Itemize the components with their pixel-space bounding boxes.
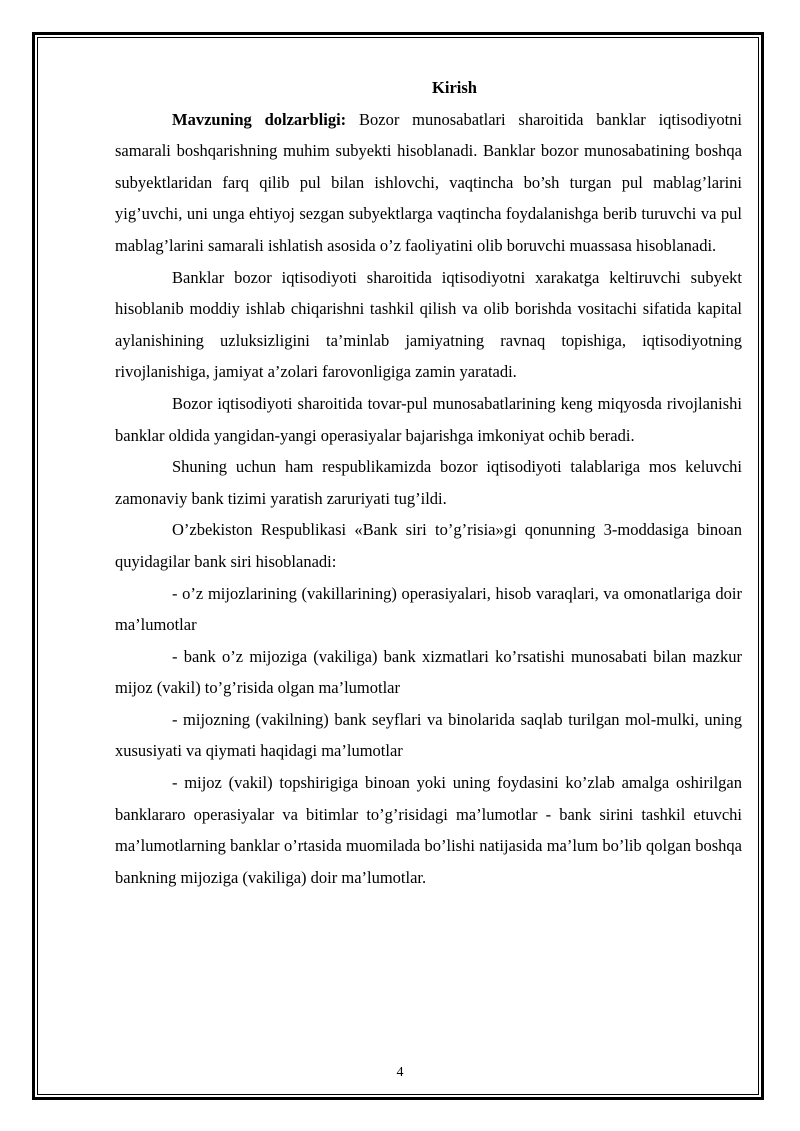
page-number: 4 — [396, 1065, 404, 1080]
document-body — [115, 72, 742, 893]
list-item: - mijozning (vakilning) bank seyflari va binolarida saqlab turilgan mol-mulki, uning xususiyati va qiymati haqidagi ma’lumotlar — [115, 709, 742, 761]
list-item: - mijoz (vakil) topshirigiga binoan yoki uning foydasini ko’zlab amalga oshirilgan banklararo operasiyalar va bitimlar to’g’risidagi ma’lumotlar - bank sirini tashkil etuvchi ma’lumotlarning banklar o’rtasida muomilada bo’lishi natijasida ma’lum bo’lib qolgan boshqa bankning mijoziga (vakiliga) doir ma’lumotlar. — [115, 773, 742, 887]
list-item: - o’z mijozlarining (vakillarining) operasiyalari, hisob varaqlari, va omonatlariga doir ma’lumotlar — [115, 583, 742, 635]
list-item: - bank o’z mijoziga (vakiliga) bank xizmatlari ko’rsatishi munosabati bilan mazkur mijoz (vakil) to’g’risida olgan ma’lumotlar — [115, 646, 742, 698]
paragraph: Shuning uchun ham respublikamizda bozor iqtisodiyoti talablariga mos keluvchi zamonaviy bank tizimi yaratish zaruriyati tug’ildi. — [115, 457, 742, 508]
document-title: Kirish — [432, 78, 477, 97]
paragraph: O’zbekiston Respublikasi «Bank siri to’g’risia»gi qonunning 3-moddasiga binoan quyidagilar bank siri hisoblanadi: — [115, 520, 742, 571]
intro-label: Mavzuning dolzarbligi: — [172, 109, 347, 129]
paragraph-text: Bozor munosabatlari sharoitida banklar iqtisodiyotni samarali boshqarishning muhim subyekti hisoblanadi. Banklar bozor munosabatining boshqa subyektlaridan farq qilib pul bilan ishlovchi, vaqtincha bo’sh turgan pul mablag’larini yig’uvchi, uni unga ehtiyoj sezgan subyektlarga vaqtincha foydalanishga berib turuvchi va pul mablag’larini samarali ishlatish asosida o’z faoliyatini olib boruvchi muassasa hisoblanadi. — [115, 109, 743, 255]
paragraph — [115, 104, 742, 262]
paragraph: Banklar bozor iqtisodiyoti sharoitida iqtisodiyotni xarakatga keltiruvchi subyekt hisoblanib moddiy ishlab chiqarishni tashkil qilish va olib borishda vositachi sifatida kapital aylanishining uzluksizligini ta’minlab jamiyatning ravnaq topishiga, iqtisodiyotning rivojlanishiga, jamiyat a’zolari farovonligiga zamin yaratadi. — [115, 267, 742, 382]
paragraph: Bozor iqtisodiyoti sharoitida tovar-pul munosabatlarining keng miqyosda rivojlanishi banklar oldida yangidan-yangi operasiyalar bajarishga imkoniyat ochib beradi. — [115, 393, 742, 445]
